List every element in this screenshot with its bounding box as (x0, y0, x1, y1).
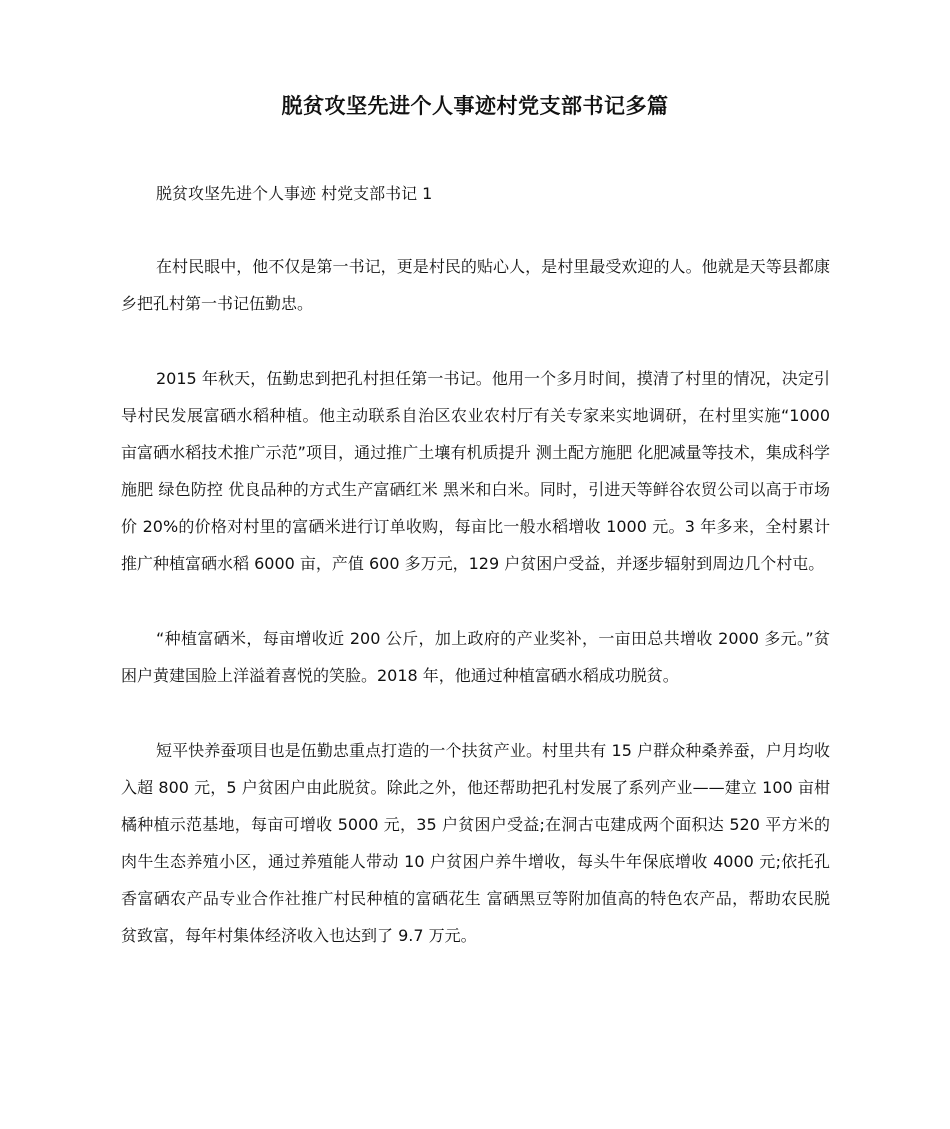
document-body (121, 175, 830, 992)
paragraph-3: “种植富硒米，每亩增收近 200 公斤，加上政府的产业奖补，一亩田总共增收 2000 多元。”贫困户黄建国脸上洋溢着喜悦的笑脸。2018 年，他通过种植富硒水稻成功脱贫。 (121, 629, 830, 685)
paragraph-2: 2015 年秋天，伍勤忠到把孔村担任第一书记。他用一个多月时间，摸清了村里的情况，决定引导村民发展富硒水稻种植。他主动联系自治区农业农村厅有关专家来实地调研，在村里实施“1000 亩富硒水稻技术推广示范”项目，通过推广土壤有机质提升 测土配方施肥 化肥减量等技术，集成科学施肥 绿色防控 优良品种的方式生产富硒红米 黑米和白米。同时，引进天等鲜谷农贸公司以高于市场价 20%的价格对村里的富硒米进行订单收购，每亩比一般水稻增收 1000 元。3 年多来，全村累计推广种植富硒水稻 6000 亩，产值 600 多万元，129 户贫困户受益，并逐步辐射到周边几个村屯。 (121, 369, 830, 573)
document-title: 脱贫攻坚先进个人事迹村党支部书记多篇 (281, 94, 669, 118)
paragraph-1: 在村民眼中，他不仅是第一书记，更是村民的贴心人，是村里最受欢迎的人。他就是天等县都康乡把孔村第一书记伍勤忠。 (121, 257, 830, 313)
section-heading: 脱贫攻坚先进个人事迹 村党支部书记 1 (156, 184, 433, 203)
paragraph-4: 短平快养蚕项目也是伍勤忠重点打造的一个扶贫产业。村里共有 15 户群众种桑养蚕，户月均收入超 800 元，5 户贫困户由此脱贫。除此之外，他还帮助把孔村发展了系列产业——建立 100 亩柑橘种植示范基地，每亩可增收 5000 元，35 户贫困户受益;在洞古屯建成两个面积达 520 平方米的肉牛生态养殖小区，通过养殖能人带动 10 户贫困户养牛增收，每头牛年保底增收 4000 元;依托孔香富硒农产品专业合作社推广村民种植的富硒花生 富硒黑豆等附加值高的特色农产品，帮助农民脱贫致富，每年村集体经济收入也达到了 9.7 万元。 (121, 741, 830, 945)
